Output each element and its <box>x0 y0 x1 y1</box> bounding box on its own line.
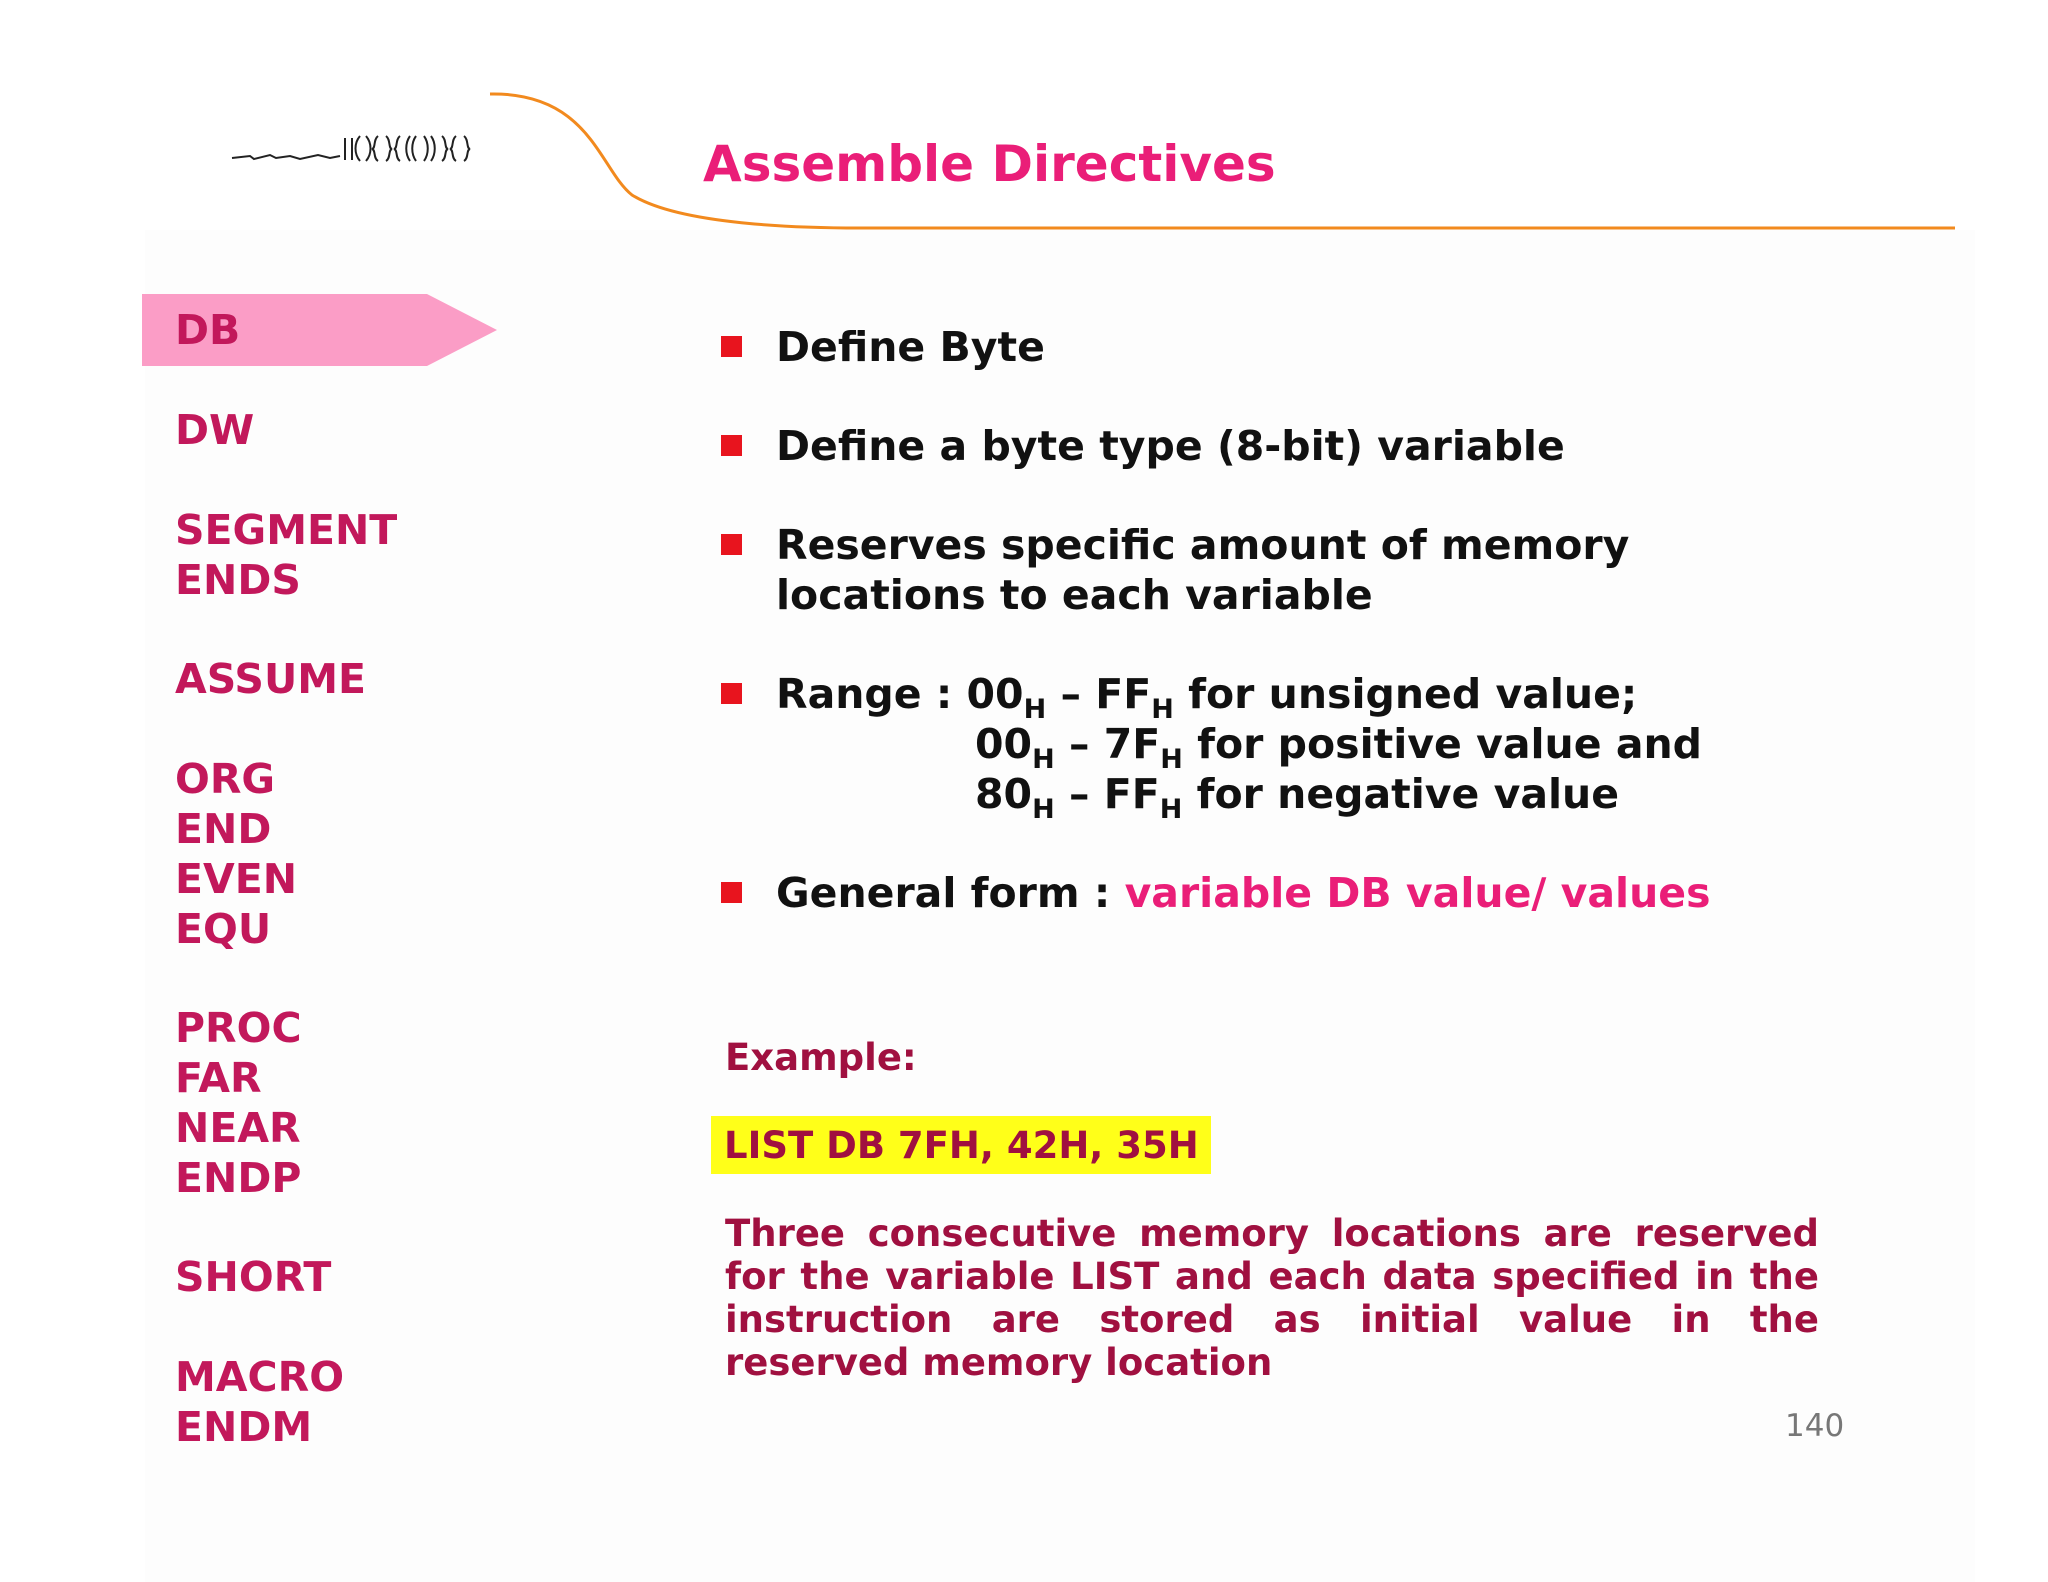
range-text: for positive value and <box>1182 720 1703 768</box>
example-description: Three consecutive memory locations are reserved for the variable LIST and each data specified in the instruction are stored as initial value in the reserved memory location <box>725 1212 1819 1384</box>
sidebar-item-endp[interactable]: ENDP <box>175 1154 302 1202</box>
sidebar-item-short[interactable]: SHORT <box>175 1253 332 1301</box>
range-label: Range : <box>776 670 967 718</box>
range-value: 7F <box>1103 720 1161 768</box>
bullet-square-icon <box>721 882 742 903</box>
sidebar-item-macro[interactable]: MACRO <box>175 1353 345 1401</box>
range-value: FF <box>1095 670 1152 718</box>
range-value: 00 <box>975 720 1033 768</box>
sidebar-item-proc[interactable]: PROC <box>175 1004 302 1052</box>
hex-subscript: H <box>1151 694 1174 725</box>
range-dash: – <box>1046 670 1096 718</box>
sidebar-item-assume[interactable]: ASSUME <box>175 655 367 703</box>
bullet-define-byte: Define Byte <box>776 323 1045 371</box>
example-code: LIST DB 7FH, 42H, 35H <box>724 1124 1199 1167</box>
sidebar-item-far[interactable]: FAR <box>175 1054 262 1102</box>
sidebar-item-org[interactable]: ORG <box>175 755 276 803</box>
bullet-square-icon <box>721 336 742 357</box>
bullet-square-icon <box>721 435 742 456</box>
bullet-square-icon <box>721 534 742 555</box>
bullet-range-line2 <box>975 719 1703 775</box>
logo-icon <box>230 128 480 168</box>
bullet-byte-type: Define a byte type (8-bit) variable <box>776 422 1565 470</box>
bullet-range-line1 <box>776 669 1638 725</box>
bullet-reserves-line1: Reserves specific amount of memory <box>776 521 1630 569</box>
sidebar-item-endm[interactable]: ENDM <box>175 1403 313 1451</box>
bullet-general-form <box>776 868 1710 918</box>
example-label: Example: <box>725 1036 917 1079</box>
hex-subscript: H <box>1023 694 1047 725</box>
page-number: 140 <box>1785 1408 1845 1444</box>
hex-subscript: H <box>1159 794 1183 825</box>
bullet-reserves-line2: locations to each variable <box>776 571 1373 619</box>
bullet-square-icon <box>721 683 742 704</box>
range-text: for negative value <box>1182 770 1620 818</box>
range-dash: – <box>1054 720 1104 768</box>
range-value: 80 <box>975 770 1033 818</box>
bullet-range-line3 <box>975 769 1620 825</box>
hex-subscript: H <box>1032 794 1055 825</box>
page-title: Assemble Directives <box>703 135 1276 193</box>
range-text: for unsigned value; <box>1173 670 1638 718</box>
range-value: FF <box>1103 770 1160 818</box>
sidebar-item-equ[interactable]: EQU <box>175 905 272 953</box>
hex-subscript: H <box>1160 744 1183 775</box>
range-dash: – <box>1054 770 1104 818</box>
range-value: 00 <box>966 670 1024 718</box>
sidebar-item-near[interactable]: NEAR <box>175 1104 301 1152</box>
sidebar-item-ends[interactable]: ENDS <box>175 556 301 604</box>
sidebar-item-end[interactable]: END <box>175 805 272 853</box>
general-form-label: General form : <box>776 869 1125 917</box>
sidebar-item-even[interactable]: EVEN <box>175 855 298 903</box>
sidebar-item-db[interactable]: DB <box>175 306 241 354</box>
sidebar-item-dw[interactable]: DW <box>175 406 255 454</box>
general-form-value: variable DB value/ values <box>1124 869 1711 917</box>
sidebar-item-segment[interactable]: SEGMENT <box>175 506 398 554</box>
hex-subscript: H <box>1032 744 1055 775</box>
